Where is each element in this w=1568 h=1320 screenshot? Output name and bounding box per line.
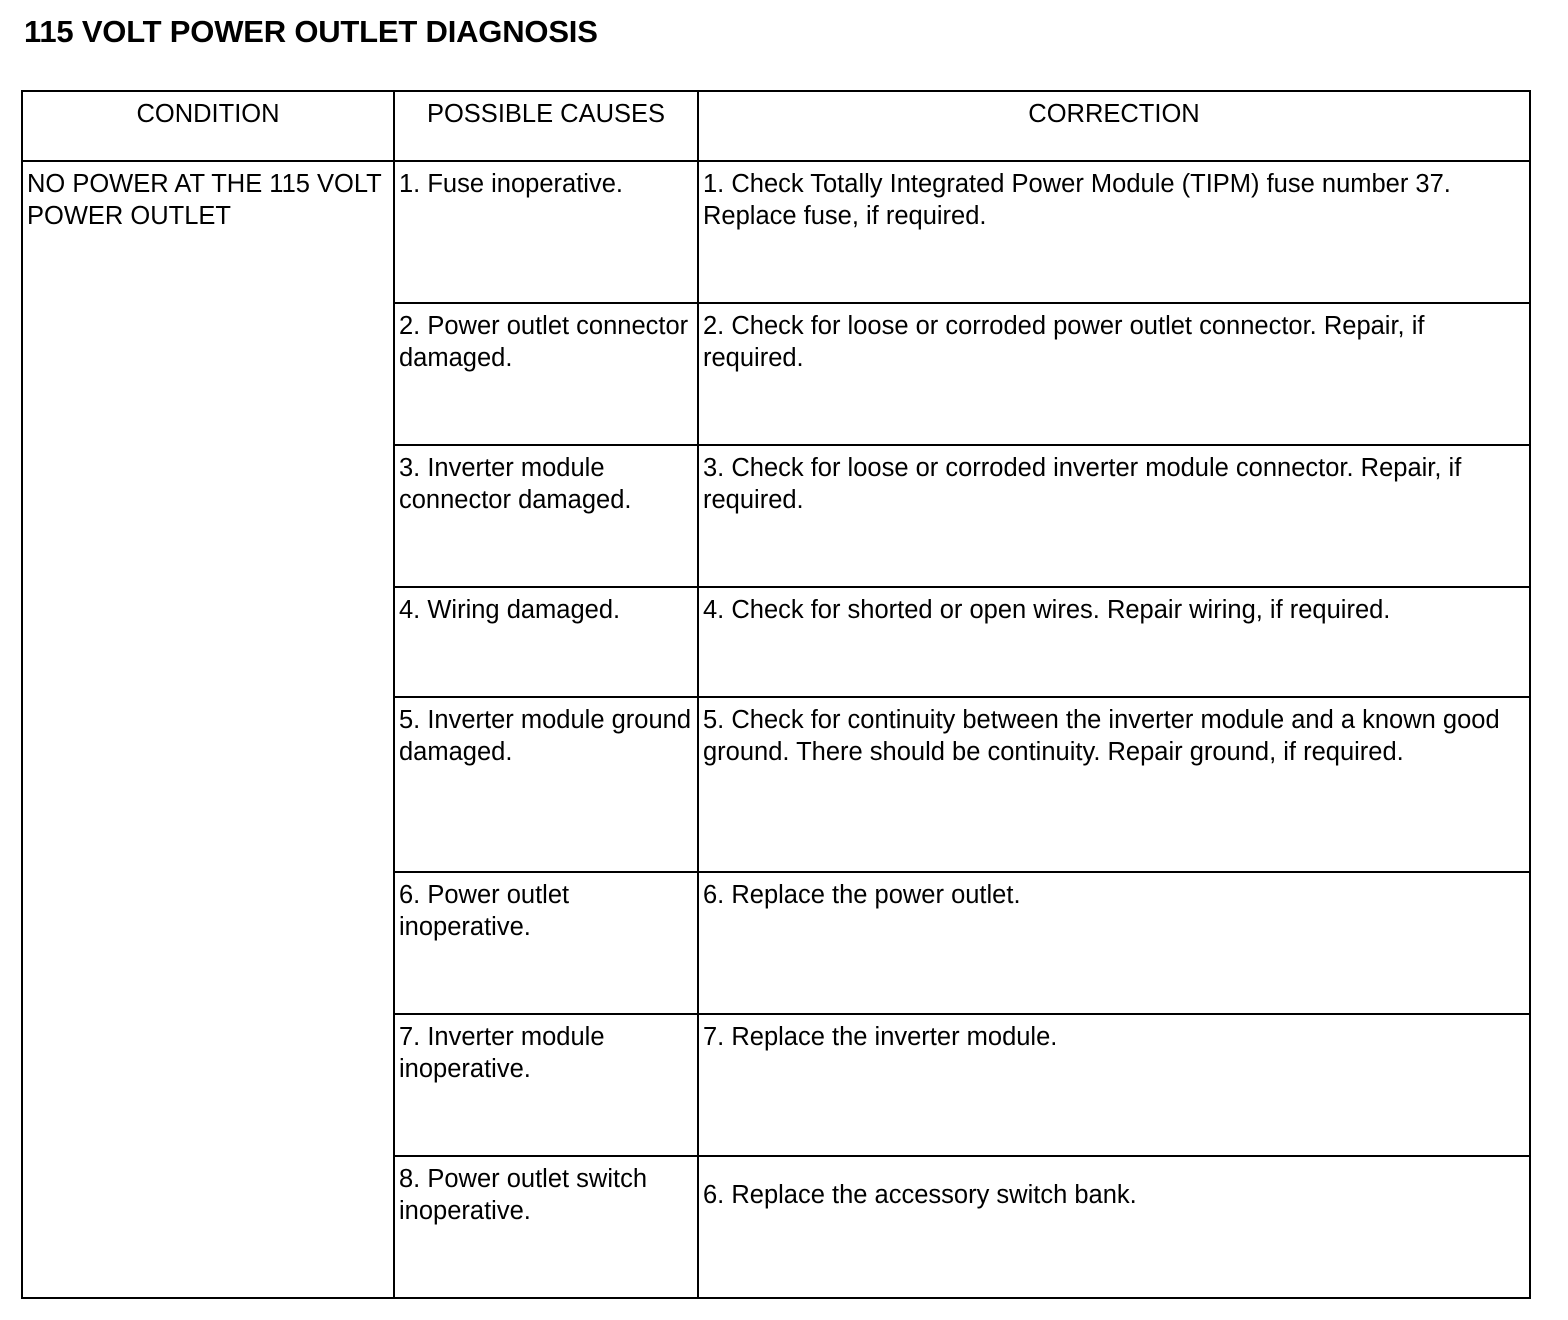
cause-cell: 5. Inverter module ground damaged.	[394, 697, 698, 871]
cause-cell: 8. Power outlet switch inoperative.	[394, 1156, 698, 1298]
cause-cell: 1. Fuse inoperative.	[394, 161, 698, 303]
correction-cell: 5. Check for continuity between the inverter module and a known good ground. There should be continuity. Repair ground, if required.	[698, 697, 1530, 871]
correction-cell: 2. Check for loose or corroded power outlet connector. Repair, if required.	[698, 303, 1530, 445]
cause-cell: 4. Wiring damaged.	[394, 587, 698, 697]
diagnosis-table	[21, 90, 1531, 1299]
cause-cell: 7. Inverter module inoperative.	[394, 1014, 698, 1156]
condition-cell: NO POWER AT THE 115 VOLT POWER OUTLET	[22, 161, 394, 1298]
header-condition: CONDITION	[22, 91, 394, 161]
cause-cell: 6. Power outlet inoperative.	[394, 872, 698, 1014]
table-header-row	[22, 91, 1530, 161]
correction-cell: 1. Check Totally Integrated Power Module (TIPM) fuse number 37. Replace fuse, if required.	[698, 161, 1530, 303]
correction-cell: 6. Replace the accessory switch bank.	[698, 1156, 1530, 1298]
header-possible-causes: POSSIBLE CAUSES	[394, 91, 698, 161]
header-correction: CORRECTION	[698, 91, 1530, 161]
correction-cell: 7. Replace the inverter module.	[698, 1014, 1530, 1156]
correction-cell: 4. Check for shorted or open wires. Repair wiring, if required.	[698, 587, 1530, 697]
correction-cell: 3. Check for loose or corroded inverter module connector. Repair, if required.	[698, 445, 1530, 587]
cause-cell: 3. Inverter module connector damaged.	[394, 445, 698, 587]
table-row	[22, 161, 1530, 303]
document-title: 115 VOLT POWER OUTLET DIAGNOSIS	[24, 14, 598, 49]
cause-cell: 2. Power outlet connector damaged.	[394, 303, 698, 445]
correction-cell: 6. Replace the power outlet.	[698, 872, 1530, 1014]
